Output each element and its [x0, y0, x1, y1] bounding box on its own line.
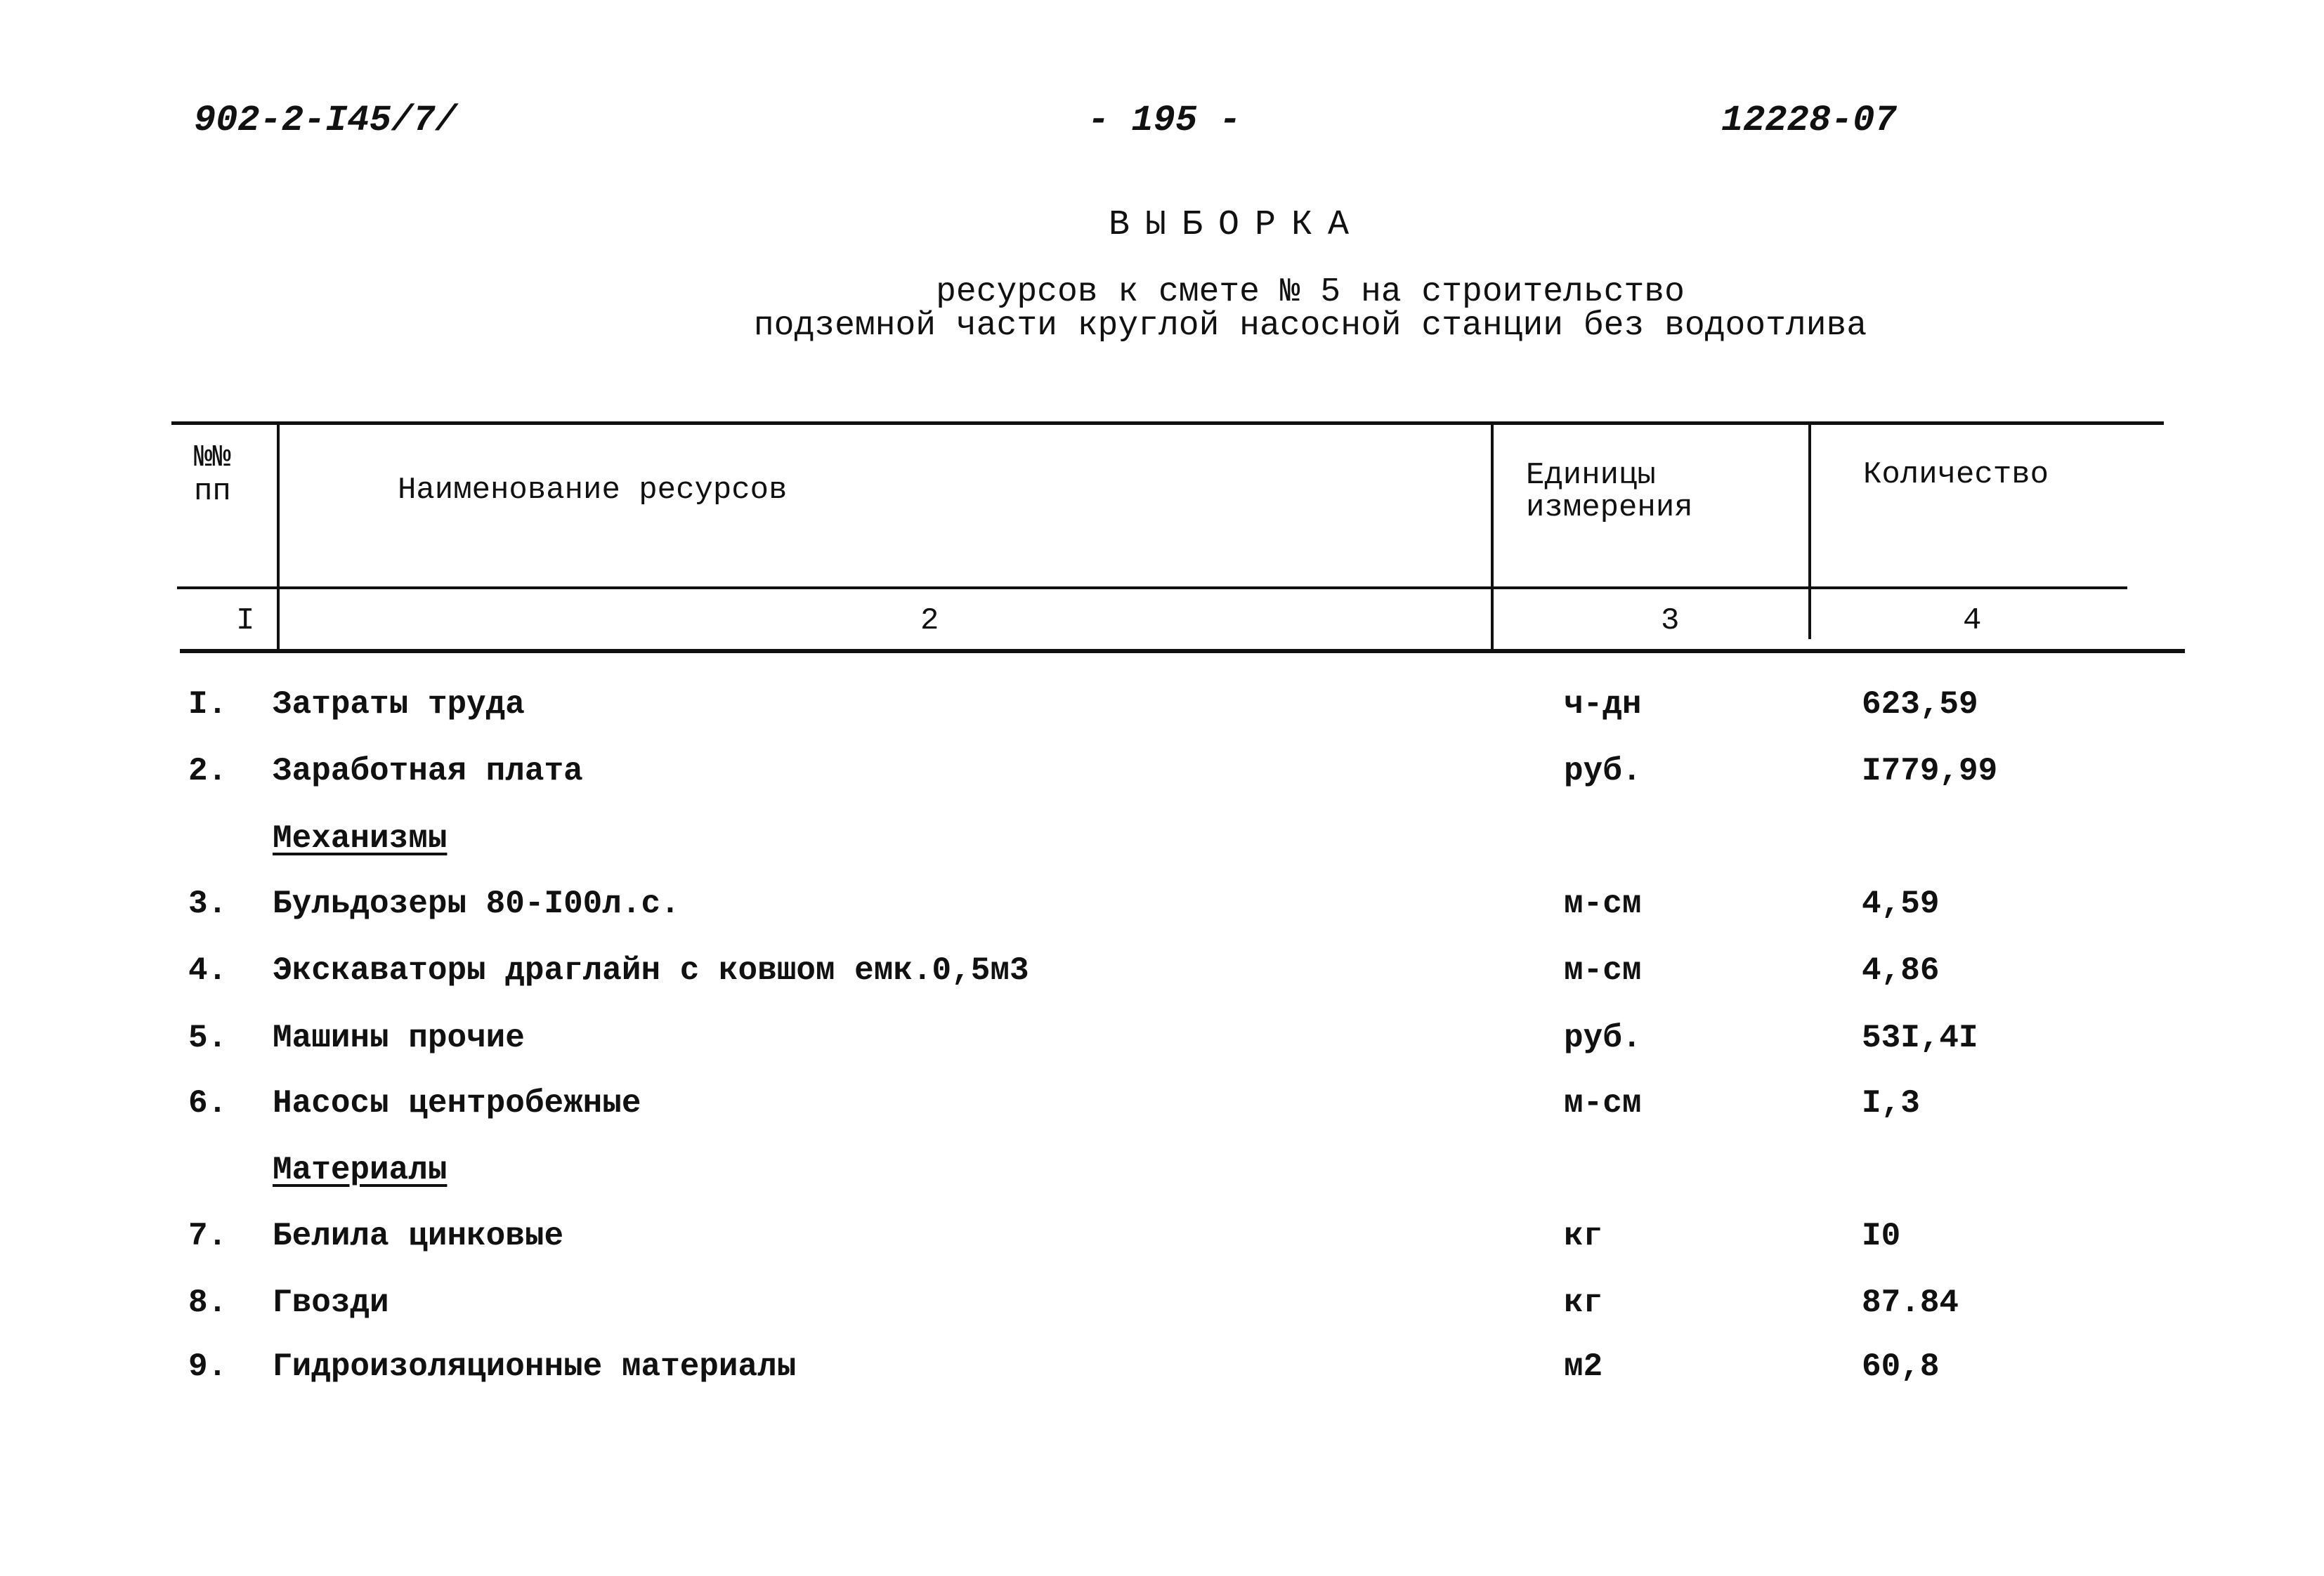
header-bottom-border	[180, 649, 2185, 653]
row-number: 9.	[188, 1348, 228, 1385]
section-title: Механизмы	[273, 820, 448, 857]
unit: м-см	[1564, 886, 1642, 922]
row-number: 8.	[188, 1285, 228, 1321]
column-header-number: №№ пп	[194, 440, 231, 509]
unit: ч-дн	[1564, 686, 1642, 723]
row-number: 2.	[188, 753, 228, 789]
table-row	[0, 888, 2324, 923]
resource-name: Заработная плата	[273, 753, 583, 789]
row-number: I.	[188, 686, 228, 723]
resource-name: Машины прочие	[273, 1020, 525, 1056]
unit: м-см	[1564, 952, 1642, 989]
table-row	[0, 688, 2324, 723]
section-title: Материалы	[273, 1152, 448, 1188]
subtitle-line-1: ресурсов к смете № 5 на строительство	[936, 273, 1685, 311]
quantity: 4,86	[1862, 952, 1940, 989]
section-heading	[0, 1154, 2324, 1189]
row-number: 4.	[188, 952, 228, 989]
unit: кг	[1564, 1218, 1603, 1254]
page-number: - 195 -	[1088, 100, 1241, 141]
header-divider	[177, 586, 2127, 589]
table-row	[0, 755, 2324, 790]
quantity: I779,99	[1862, 753, 1998, 789]
table-row	[0, 1287, 2324, 1322]
row-number: 5.	[188, 1020, 228, 1056]
table-row	[0, 954, 2324, 990]
column-number-1: I	[236, 603, 255, 638]
column-number-2: 2	[920, 603, 939, 638]
resource-name: Затраты труда	[273, 686, 525, 723]
table-row	[0, 1348, 2324, 1386]
page-title: ВЫБОРКА	[1108, 205, 1365, 245]
column-number-3: 3	[1661, 603, 1680, 638]
quantity: I0	[1862, 1218, 1901, 1254]
resource-name: Белила цинковые	[273, 1218, 564, 1254]
table-row	[0, 1022, 2324, 1057]
column-header-unit: Единицы измерения	[1526, 458, 1693, 525]
unit: руб.	[1564, 753, 1642, 789]
column-divider	[277, 421, 280, 653]
resource-name: Гвозди	[273, 1285, 389, 1321]
resource-name: Экскаваторы драглайн с ковшом емк.0,5м3	[273, 952, 1029, 989]
unit: кг	[1564, 1285, 1603, 1321]
column-header-name: Наименование ресурсов	[398, 473, 788, 508]
subtitle-line-2: подземной части круглой насосной станции без водоотлива	[753, 307, 1867, 345]
quantity: 4,59	[1862, 886, 1940, 922]
unit: м-см	[1564, 1085, 1642, 1122]
quantity: 623,59	[1862, 686, 1978, 723]
column-divider	[1808, 421, 1811, 639]
row-number: 7.	[188, 1218, 228, 1254]
resource-name: Насосы центробежные	[273, 1085, 641, 1122]
column-divider	[1491, 421, 1494, 653]
column-header-quantity: Количество	[1863, 457, 2049, 492]
table-row	[0, 1087, 2324, 1122]
document-code: 902-2-I45/7/	[194, 100, 457, 141]
quantity: 60,8	[1862, 1348, 1940, 1385]
table-top-border	[171, 421, 2164, 425]
sheet-code: 12228-07	[1721, 100, 1897, 141]
table-row	[0, 1220, 2324, 1255]
column-number-4: 4	[1963, 603, 1982, 638]
unit: м2	[1564, 1348, 1603, 1385]
section-heading	[0, 822, 2324, 858]
row-number: 3.	[188, 886, 228, 922]
resource-name: Гидроизоляционные материалы	[273, 1348, 797, 1385]
row-number: 6.	[188, 1085, 228, 1122]
quantity: I,3	[1862, 1085, 1920, 1122]
unit: руб.	[1564, 1020, 1642, 1056]
quantity: 53I,4I	[1862, 1020, 1978, 1056]
quantity: 87.84	[1862, 1285, 1959, 1321]
resource-name: Бульдозеры 80-I00л.с.	[273, 886, 680, 922]
